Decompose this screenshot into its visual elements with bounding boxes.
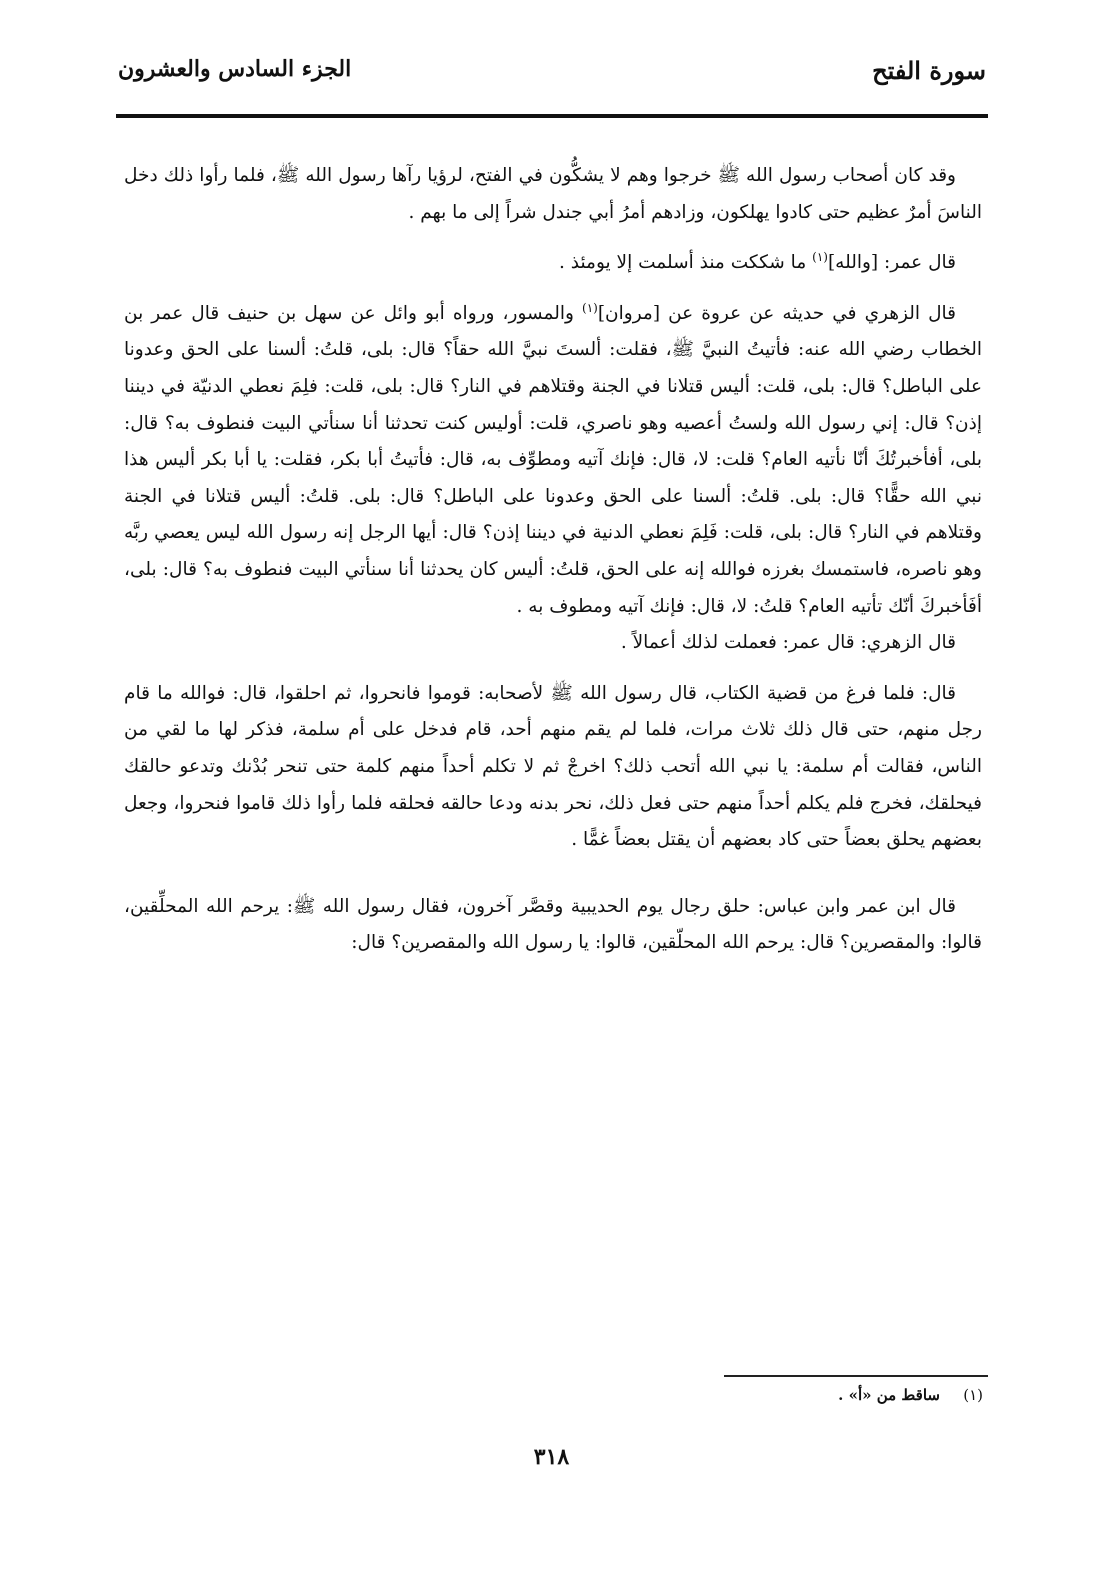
- footnote-ref: (١): [812, 250, 828, 265]
- paragraph: قال الزهري: قال عمر: فعملت لذلك أعمالاً .: [620, 632, 956, 654]
- footnote-text: ساقط من «أ» .: [838, 1386, 940, 1404]
- umar-prefix: قال عمر: [والله]: [827, 252, 956, 274]
- footnote-ref: (١): [582, 300, 598, 315]
- paragraph-text: ما شككت منذ أسلمت إلا يومئذ .: [558, 252, 807, 274]
- footnote-number: (١): [963, 1386, 983, 1404]
- surah-title: سورة الفتح: [872, 56, 986, 85]
- paragraph: قال: فلما فرغ من قضية الكتاب، قال رسول الله ﷺ لأصحابه: قوموا فانحروا، ثم احلقوا، قال: فوالله ما قام رجل منهم، حتى قال ذلك ثلاث مرات، فلما لم يقم منهم أحد، قام فدخل على أم سلمة، فذكر لها ما لقي من الناس، فقالت أم سلمة: يا نبي الله أتحب ذلك؟ اخرجْ ثم لا تكلم أحداً منهم كلمة حتى تنحر بُدْنك وتدعو حالقك فيحلقك، فخرج فلم يكلم أحداً منهم حتى فعل ذلك، نحر بدنه ودعا حالقه فحلقه فلما رأوا ذلك قاموا فنحروا، وجعل بعضهم يحلق بعضاً حتى كاد بعضهم أن يقتل بعضاً غمًّا .: [124, 682, 982, 851]
- footnote: [838, 1386, 983, 1404]
- header-divider: [116, 114, 988, 118]
- zuhri-prefix: قال الزهري في حديثه عن عروة عن [مروان]: [597, 302, 956, 324]
- main-text: [124, 158, 982, 976]
- juz-title: الجزء السادس والعشرون: [118, 56, 352, 82]
- paragraph: وقد كان أصحاب رسول الله ﷺ خرجوا وهم لا يشكُّون في الفتح، لرؤيا رآها رسول الله ﷺ، فلما رأوا ذلك دخل الناسَ أمرٌ عظيم حتى كادوا يهلكون، وزادهم أمرُ أبي جندل شراً إلى ما بهم .: [124, 165, 982, 223]
- paragraph: قال ابن عمر وابن عباس: حلق رجال يوم الحديبية وقصَّر آخرون، فقال رسول الله ﷺ: يرحم الله المحلِّقين، قالوا: والمقصرين؟ قال: يرحم الله المحلّقين، قالوا: يا رسول الله والمقصرين؟ قال:: [124, 895, 982, 954]
- page-number: ٣١٨: [533, 1444, 570, 1470]
- running-header: [118, 50, 986, 100]
- footnote-divider: [724, 1375, 988, 1377]
- paragraph-text: والمسور، ورواه أبو وائل عن سهل بن حنيف قال عمر بن الخطاب رضي الله عنه: فأتيتُ النبيَّ ﷺ، فقلت: ألستَ نبيَّ الله حقاً؟ قال: بلى، قلتُ: ألسنا على الحق وعدونا على الباطل؟ قال: بلى، قلت: أليس قتلانا في الجنة وقتلاهم في النار؟ قال: بلى، قلت: فلِمَ نعطي الدنيّة في ديننا إذن؟ قال: إني رسول الله ولستُ أعصيه وهو ناصري، قلت: أوليس كنت تحدثنا أنا سنأتي البيت فنطوف به؟ قال: بلى، أفأخبرتُكَ أنّا نأتيه العام؟ قلت: لا، قال: فإنك آتيه ومطوِّف به، قال: فأتيتُ أبا بكر، فقلت: يا أبا بكر أليس هذا نبي الله حقًّا؟ قال: بلى. قلتُ: ألسنا على الحق وعدونا على الباطل؟ قال: بلى. قلتُ: أليس قتلانا في الجنة وقتلاهم في النار؟ قال: بلى، قلت: فَلِمَ نعطي الدنية في ديننا إذن؟ قال: أيها الرجل إنه رسول الله ليس يعصي ربَّه وهو ناصره، فاستمسك بغرزه فوالله إنه على الحق، قلتُ: أليس كان يحدثنا أنا سنأتي البيت فنطوف به؟ قال: بلى، أفَأخبركَ أنّك تأتيه العام؟ قلتُ: لا، قال: فإنك آتيه ومطوف به .: [124, 302, 982, 617]
- paragraph-umar: [124, 245, 982, 282]
- paragraph-zuhri: [124, 296, 982, 625]
